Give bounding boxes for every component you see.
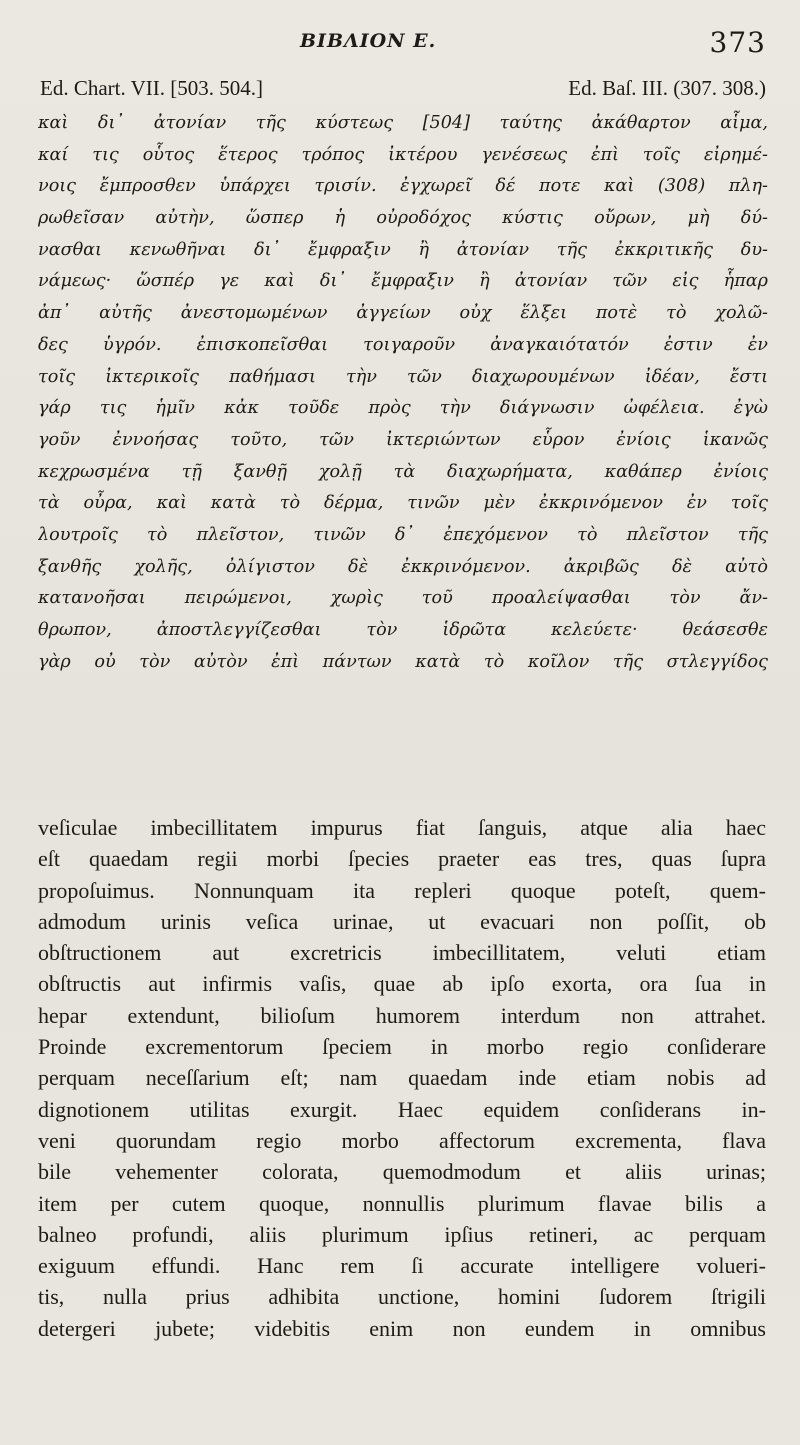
edition-basel: Ed. Baſ. III. (307. 308.) <box>568 76 766 100</box>
greek-line: ξανθῆς χολῆς, ὀλίγιστον δὲ ἐκκρινόμενον. ἀκριβῶς δὲ αὐτὸ <box>38 556 768 577</box>
latin-line: obſtructis aut infirmis vaſis, quae ab ipſo exorta, ora ſua in <box>38 971 766 997</box>
latin-line: perquam neceſſarium eſt; nam quaedam inde etiam nobis ad <box>38 1065 766 1091</box>
latin-line: veni quorundam regio morbo affectorum excrementa, flava <box>38 1127 766 1153</box>
latin-line: veſiculae imbecillitatem impurus fiat ſanguis, atque alia haec <box>38 815 766 840</box>
greek-line: δες ὑγρόν. ἐπισκοπεῖσθαι τοιγαροῦν ἀναγκαιότατόν ἐστιν ἐν <box>38 334 768 355</box>
greek-line: ρωθεῖσαν αὐτὴν, ὥσπερ ἡ οὐροδόχος κύστις οὔρων, μὴ δύ- <box>38 208 768 229</box>
greek-line: καὶ δι᾽ ἀτονίαν τῆς κύστεως [504] ταύτης ἀκάθαρτον αἷμα, <box>38 113 768 133</box>
greek-line: νοις ἔμπροσθεν ὑπάρχει τρισίν. ἐγχωρεῖ δέ ποτε καὶ (308) πλη- <box>38 176 768 197</box>
greek-line: καί τις οὗτος ἕτερος τρόπος ἰκτέρου γενέσεως ἐπὶ τοῖς εἰρημέ- <box>38 144 768 165</box>
edition-chartier: Ed. Chart. VII. [503. 504.] <box>40 76 263 100</box>
latin-line: balneo profundi, aliis plurimum ipſius retineri, ac perquam <box>38 1221 766 1247</box>
edition-references <box>40 76 766 102</box>
greek-line: γάρ τις ἡμῖν κἀκ τοῦδε πρὸς τὴν διάγνωσιν ὠφέλεια. ἐγὼ <box>38 398 768 419</box>
latin-line: admodum urinis veſica urinae, ut evacuari non poſſit, ob <box>38 908 766 934</box>
page-number: 373 <box>709 26 766 59</box>
latin-line: exiguum effundi. Hanc rem ſi accurate intelligere volueri- <box>38 1253 766 1279</box>
greek-line: γοῦν ἐννοήσας τοῦτο, τῶν ἰκτεριώντων εὗρον ἐνίοις ἱκανῶς <box>38 429 768 450</box>
latin-line: detergeri jubete; videbitis enim non eundem in omnibus <box>38 1315 766 1341</box>
running-head <box>0 26 800 60</box>
latin-line: eſt quaedam regii morbi ſpecies praeter eas tres, quas ſupra <box>38 846 766 872</box>
greek-line: λουτροῖς τὸ πλεῖστον, τινῶν δ᾽ ἐπεχόμενον τὸ πλεῖστον τῆς <box>38 524 768 545</box>
latin-line: item per cutem quoque, nonnullis plurimum flavae bilis a <box>38 1190 766 1216</box>
greek-text-block <box>38 108 768 678</box>
greek-line: τὰ οὖρα, καὶ κατὰ τὸ δέρμα, τινῶν μὲν ἐκκρινόμενον ἐν τοῖς <box>38 493 768 514</box>
greek-line: γὰρ οὐ τὸν αὐτὸν ἐπὶ πάντων κατὰ τὸ κοῖλον τῆς στλεγγίδος <box>38 651 768 672</box>
greek-line: τοῖς ἰκτερικοῖς παθήμασι τὴν τῶν διαχωρουμένων ἰδέαν, ἔστι <box>38 366 768 387</box>
greek-line: νασθαι κενωθῆναι δι᾽ ἔμφραξιν ἢ ἀτονίαν τῆς ἐκκριτικῆς δυ- <box>38 239 768 260</box>
latin-line: obſtructionem aut excretricis imbecillitatem, veluti etiam <box>38 940 766 966</box>
greek-line: κατανοῆσαι πειρώμενοι, χωρὶς τοῦ προαλείψασθαι τὸν ἄν- <box>38 588 768 609</box>
greek-line: ἀπ᾽ αὐτῆς ἀνεστομωμένων ἀγγείων οὐχ ἕλξει ποτὲ τὸ χολῶ- <box>38 303 768 324</box>
latin-line: bile vehementer colorata, quemodmodum et aliis urinas; <box>38 1159 766 1185</box>
latin-line: Proinde excrementorum ſpeciem in morbo regio conſiderare <box>38 1034 766 1060</box>
latin-line: dignotionem utilitas exurgit. Haec equidem conſiderans in- <box>38 1096 766 1122</box>
greek-line: νάμεως· ὥσπέρ γε καὶ δι᾽ ἔμφραξιν ἢ ἀτονίαν τῶν εἰς ἧπαρ <box>38 271 768 292</box>
latin-line: hepar extendunt, bilioſum humorem interdum non attrahet. <box>38 1002 766 1028</box>
latin-translation-block <box>38 812 766 1344</box>
greek-line: θρωπον, ἀποστλεγγίζεσθαι τὸν ἱδρῶτα κελεύετε· θεάσεσθε <box>38 620 768 640</box>
greek-line: κεχρωσμένα τῇ ξανθῇ χολῇ τὰ διαχωρήματα, καθάπερ ἐνίοις <box>38 461 768 482</box>
latin-line: propoſuimus. Nonnunquam ita repleri quoque poteſt, quem- <box>38 877 766 903</box>
latin-line: tis, nulla prius adhibita unctione, homini ſudorem ſtrigili <box>38 1284 766 1310</box>
book-title: BIBΛION E. <box>300 30 437 52</box>
